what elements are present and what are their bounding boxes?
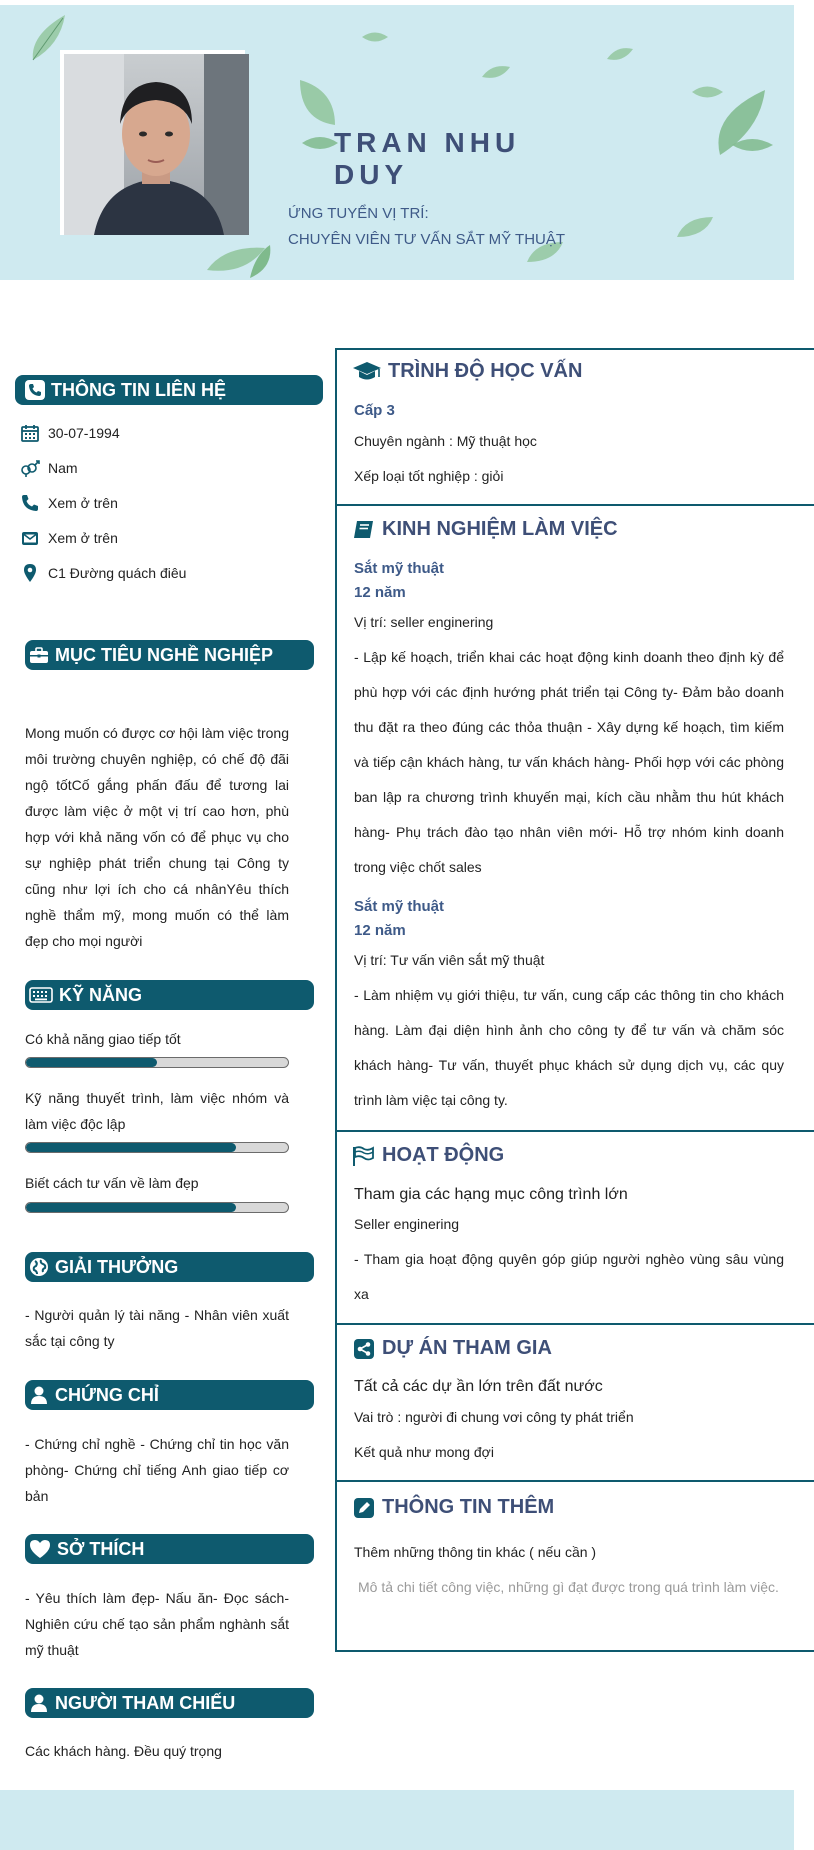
gender-value: Nam <box>48 460 78 476</box>
globe-icon <box>29 1257 49 1277</box>
certificates-section-header <box>25 1380 314 1410</box>
objective-text: Mong muốn có được cơ hội làm việc trong môi trường chuyên nghiệp, có chế độ đãi ngộ tốtCố gắng phấn đấu để tương lai được làm việc ở một vị trí cao hơn, phù hợp với khả năng vốn có để phục vụ cho sự nghiệp phát triển chung tại Công ty cũng như lợi ích cho cá nhânYêu thích nghề thẩm mỹ, mong muốn có thể làm đẹp cho mọi người <box>25 725 289 949</box>
book-icon <box>352 519 376 541</box>
skill-label-1: Có khả năng giao tiếp tốt <box>25 1031 181 1047</box>
address-value: C1 Đường quách điêu <box>48 565 187 581</box>
contact-section-header <box>15 375 323 405</box>
candidate-name: TRAN NHU DUY <box>334 127 521 190</box>
objective-section-header <box>25 640 314 670</box>
project-result: Kết quả như mong đợi <box>354 1444 494 1460</box>
graduation-cap-icon <box>352 361 382 383</box>
hobbies-text: - Yêu thích làm đẹp- Nấu ăn- Đọc sách- Nghiên cứu chế tạo sản phẩm nghành sắt mỹ thuật <box>25 1590 289 1658</box>
leaf-decoration <box>205 240 275 280</box>
skill-fill <box>26 1203 236 1212</box>
leaf-decoration <box>675 215 715 240</box>
activity-role: Seller enginering <box>354 1216 460 1232</box>
activity-desc: - Tham gia hoạt động quyên góp giúp người nghèo vùng sâu vùng xa <box>354 1251 784 1302</box>
skill-bar-2 <box>25 1142 289 1153</box>
awards-section-header <box>25 1252 314 1282</box>
phone-row[interactable] <box>20 493 118 513</box>
experience-position-1: Vị trí: seller enginering <box>354 614 494 630</box>
references-section-header <box>25 1688 314 1718</box>
experience-position-2: Vị trí: Tư vấn viên sắt mỹ thuật <box>354 952 545 968</box>
apply-position-value: CHUYÊN VIÊN TƯ VẤN SẮT MỸ THUẬT <box>288 231 566 248</box>
activities-section-title: HOẠT ĐỘNG <box>382 1144 505 1166</box>
leaf-decoration <box>480 63 512 81</box>
education-section-title: TRÌNH ĐỘ HỌC VẤN <box>388 360 583 382</box>
experience-duration-2: 12 năm <box>354 922 406 939</box>
projects-section-header <box>352 1337 552 1360</box>
email-icon <box>20 528 40 548</box>
skill-label-2: Kỹ năng thuyết trình, làm việc nhóm và làm việc độc lập <box>25 1090 289 1132</box>
skill-label-3: Biết cách tư vấn về làm đẹp <box>25 1175 199 1191</box>
education-major: Chuyên ngành : Mỹ thuật học <box>354 433 537 449</box>
phone-value: Xem ở trên <box>48 495 118 511</box>
certificates-text: - Chứng chỉ nghề - Chứng chỉ tin học văn phòng- Chứng chỉ tiếng Anh giao tiếp cơ bản <box>25 1436 289 1504</box>
cv-header <box>0 5 794 280</box>
flag-icon <box>352 1145 376 1167</box>
leaf-decoration <box>730 135 775 155</box>
experience-section-header <box>352 518 618 541</box>
profile-photo[interactable] <box>64 54 249 235</box>
contact-section-title: THÔNG TIN LIÊN HỆ <box>51 379 226 400</box>
share-icon <box>352 1338 376 1360</box>
skill-bar-3 <box>25 1202 289 1213</box>
skill-fill <box>26 1143 236 1152</box>
extra-info-text[interactable]: Thêm những thông tin khác ( nếu cần ) <box>354 1544 597 1560</box>
address-row <box>20 563 186 583</box>
experience-section-title: KINH NGHIỆM LÀM VIỆC <box>382 518 618 540</box>
leaf-decoration <box>605 45 635 63</box>
email-value: Xem ở trên <box>48 530 118 546</box>
education-level: Cấp 3 <box>354 402 395 419</box>
activity-name: Tham gia các hạng mục công trình lớn <box>354 1186 628 1203</box>
user-icon <box>29 1693 49 1713</box>
experience-desc-1: - Lập kế hoạch, triển khai các hoạt động kinh doanh theo định kỳ để phù hợp với các định hướng phát triển tại Công ty- Đảm bảo doanh thu đặt ra theo đúng các thỏa thuận - Xây dựng kế hoạch, tìm kiếm và tiếp cận khách hàng, tư vấn khách hàng- Phối hợp với các phòng ban lập ra chương trình khuyến mại, kích cầu nhằm thu hút khách hàng- Phụ trách đào tạo nhân viên mới- Hỗ trợ nhóm kinh doanh trong việc chốt sales <box>354 649 784 875</box>
experience-company-1: Sắt mỹ thuật <box>354 560 445 577</box>
phone-icon <box>25 380 45 400</box>
edit-icon <box>352 1497 376 1519</box>
calendar-icon <box>20 423 40 443</box>
activities-section-header <box>352 1144 504 1167</box>
hobbies-section-title: SỞ THÍCH <box>57 1538 145 1559</box>
skills-section-header <box>25 980 314 1010</box>
awards-text: - Người quản lý tài năng - Nhân viên xuất sắc tại công ty <box>25 1307 289 1349</box>
references-section-title: NGƯỜI THAM CHIẾU <box>55 1692 236 1713</box>
profile-photo-illustration <box>64 54 249 235</box>
cv-footer <box>0 1790 794 1850</box>
certificates-section-title: CHỨNG CHỈ <box>55 1384 159 1405</box>
birthday-value: 30-07-1994 <box>48 425 120 441</box>
projects-section-title: DỰ ÁN THAM GIA <box>382 1337 552 1359</box>
experience-desc-2: - Làm nhiệm vụ giới thiệu, tư vấn, cung cấp các thông tin cho khách hàng. Làm đại diện hình ảnh cho công ty để tư vấn và chăm sóc khách hàng- Tư vấn, thuyết phục khách sử dụng dịch vụ, các quy trình làm việc tại công ty. <box>354 987 784 1108</box>
awards-section-title: GIẢI THƯỞNG <box>55 1256 179 1277</box>
map-marker-icon <box>20 563 40 583</box>
education-grade: Xếp loại tốt nghiệp : giỏi <box>354 468 504 484</box>
birthday-row <box>20 423 120 443</box>
skills-section-title: KỸ NĂNG <box>59 984 143 1005</box>
gender-row <box>20 458 78 478</box>
education-section-header <box>352 360 582 383</box>
phone-icon <box>20 493 40 513</box>
extra-info-section-title: THÔNG TIN THÊM <box>382 1496 555 1518</box>
extra-info-section-header <box>352 1496 554 1519</box>
keyboard-icon <box>29 985 53 1005</box>
gender-icon <box>20 458 40 478</box>
hobbies-section-header <box>25 1534 314 1564</box>
briefcase-icon <box>29 645 49 665</box>
project-name: Tất cả các dự ần lớn trên đất nước <box>354 1378 603 1395</box>
skill-fill <box>26 1058 157 1067</box>
references-text: Các khách hàng. Đều quý trọng <box>25 1743 222 1759</box>
extra-info-placeholder[interactable]: Mô tả chi tiết công việc, những gì đạt được trong quá trình làm việc. <box>358 1579 779 1595</box>
apply-position-label: ỨNG TUYỂN VỊ TRÍ: <box>288 205 429 222</box>
leaf-decoration <box>295 75 345 130</box>
project-role: Vai trò : người đi chung vơi công ty phát triển <box>354 1409 634 1425</box>
experience-company-2: Sắt mỹ thuật <box>354 898 445 915</box>
experience-duration-1: 12 năm <box>354 584 406 601</box>
email-row[interactable] <box>20 528 118 548</box>
heart-icon <box>29 1539 51 1559</box>
user-icon <box>29 1385 49 1405</box>
leaf-decoration <box>360 30 390 45</box>
skill-bar-1 <box>25 1057 289 1068</box>
objective-section-title: MỤC TIÊU NGHỀ NGHIỆP <box>55 644 274 665</box>
